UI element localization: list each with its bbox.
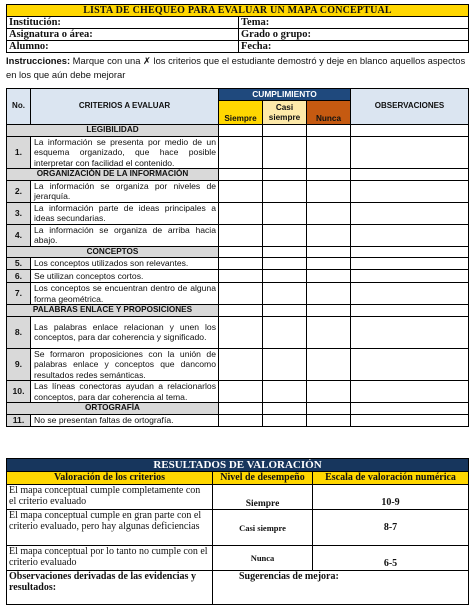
casi-siempre-cell[interactable] bbox=[263, 381, 307, 403]
tema-field[interactable]: Tema: bbox=[239, 17, 469, 29]
casi-siempre-cell[interactable] bbox=[263, 180, 307, 202]
observaciones-cell[interactable] bbox=[351, 258, 469, 270]
criterion-text: Las líneas conectoras ayudan a relacionarlos conceptos, para dar coherencia al tema. bbox=[31, 381, 219, 403]
siempre-cell[interactable] bbox=[219, 381, 263, 403]
alumno-field[interactable]: Alumno: bbox=[7, 41, 239, 53]
observaciones-cell[interactable] bbox=[351, 180, 469, 202]
results-level-3: Nunca bbox=[213, 546, 313, 571]
criterion-row bbox=[7, 224, 469, 246]
section-empty-cell bbox=[263, 169, 307, 181]
criterion-text: Los conceptos se encuentran dentro de alguna forma geométrica. bbox=[31, 283, 219, 305]
header-table bbox=[6, 4, 469, 53]
criterion-text: Los conceptos utilizados son relevantes. bbox=[31, 258, 219, 270]
nunca-cell[interactable] bbox=[307, 202, 351, 224]
nunca-cell[interactable] bbox=[307, 258, 351, 270]
col-cumplimiento-header: CUMPLIMIENTO bbox=[219, 89, 351, 101]
fecha-field[interactable]: Fecha: bbox=[239, 41, 469, 53]
criterion-text: La información se presenta por medio de un esquema organizado, que hace posible interpretar con facilidad el contenido. bbox=[31, 136, 219, 169]
section-empty-cell bbox=[351, 246, 469, 258]
section-row bbox=[7, 125, 469, 137]
criterion-text: La información se organiza de arriba hacia abajo. bbox=[31, 224, 219, 246]
nunca-cell[interactable] bbox=[307, 136, 351, 169]
nunca-cell[interactable] bbox=[307, 283, 351, 305]
section-empty-cell bbox=[263, 403, 307, 415]
criterion-number: 11. bbox=[7, 414, 31, 426]
siempre-cell[interactable] bbox=[219, 180, 263, 202]
section-title: CONCEPTOS bbox=[7, 246, 219, 258]
siempre-cell[interactable] bbox=[219, 316, 263, 348]
casi-siempre-cell[interactable] bbox=[263, 414, 307, 426]
casi-siempre-cell[interactable] bbox=[263, 258, 307, 270]
casi-siempre-cell[interactable] bbox=[263, 136, 307, 169]
criterion-number: 2. bbox=[7, 180, 31, 202]
results-table bbox=[6, 458, 469, 605]
criteria-table bbox=[6, 88, 469, 427]
grado-field[interactable]: Grado o grupo: bbox=[239, 29, 469, 41]
institucion-field[interactable]: Institución: bbox=[7, 17, 239, 29]
col-casi-siempre-header: Casi siempre bbox=[263, 101, 307, 125]
asignatura-field[interactable]: Asignatura o área: bbox=[7, 29, 239, 41]
section-empty-cell bbox=[219, 305, 263, 317]
casi-siempre-cell[interactable] bbox=[263, 270, 307, 283]
siempre-cell[interactable] bbox=[219, 348, 263, 381]
results-desc-2: El mapa conceptual cumple en gran parte con el criterio evaluado, pero hay algunas deficiencias bbox=[7, 510, 213, 546]
results-level-2: Casi siempre bbox=[213, 510, 313, 546]
col-escala-header: Escala de valoración numérica bbox=[313, 472, 469, 485]
criterion-row bbox=[7, 414, 469, 426]
observaciones-box[interactable]: Observaciones derivadas de las evidencias y resultados: bbox=[7, 571, 213, 605]
section-row bbox=[7, 305, 469, 317]
col-nunca-header: Nunca bbox=[307, 101, 351, 125]
criterion-number: 1. bbox=[7, 136, 31, 169]
criterion-number: 10. bbox=[7, 381, 31, 403]
section-empty-cell bbox=[307, 125, 351, 137]
observaciones-cell[interactable] bbox=[351, 316, 469, 348]
observaciones-cell[interactable] bbox=[351, 136, 469, 169]
casi-siempre-cell[interactable] bbox=[263, 224, 307, 246]
casi-siempre-cell[interactable] bbox=[263, 283, 307, 305]
col-criterios-header: CRITERIOS A EVALUAR bbox=[31, 89, 219, 125]
criterion-row bbox=[7, 180, 469, 202]
criterion-row bbox=[7, 283, 469, 305]
observaciones-cell[interactable] bbox=[351, 414, 469, 426]
col-no-header: No. bbox=[7, 89, 31, 125]
section-empty-cell bbox=[263, 246, 307, 258]
criterion-row bbox=[7, 136, 469, 169]
section-title: ORGANIZACIÓN DE LA INFORMACIÓN bbox=[7, 169, 219, 181]
observaciones-cell[interactable] bbox=[351, 270, 469, 283]
criterion-text: No se presentan faltas de ortografía. bbox=[31, 414, 219, 426]
section-empty-cell bbox=[263, 125, 307, 137]
casi-siempre-cell[interactable] bbox=[263, 316, 307, 348]
criterion-row bbox=[7, 258, 469, 270]
criterion-text: La información parte de ideas principales a ideas secundarias. bbox=[31, 202, 219, 224]
instructions-text-after: los criterios que el estudiante demostró y deje en blanco aquellos aspectos en los que aún debe mejorar bbox=[6, 55, 466, 80]
results-title: RESULTADOS DE VALORACIÓN bbox=[7, 459, 469, 472]
casi-siempre-cell[interactable] bbox=[263, 202, 307, 224]
siempre-cell[interactable] bbox=[219, 258, 263, 270]
criterion-text: La información se organiza por niveles de jerarquía. bbox=[31, 180, 219, 202]
instructions-label: Instrucciones: bbox=[6, 55, 71, 66]
criterion-text: Las palabras enlace relacionan y unen los conceptos, para dar coherencia y significado. bbox=[31, 316, 219, 348]
section-row bbox=[7, 246, 469, 258]
criterion-number: 5. bbox=[7, 258, 31, 270]
col-observaciones-header: OBSERVACIONES bbox=[351, 89, 469, 125]
section-empty-cell bbox=[219, 403, 263, 415]
results-desc-1: El mapa conceptual cumple completamente con el criterio evaluado bbox=[7, 485, 213, 510]
results-scale-1: 10-9 bbox=[313, 485, 469, 510]
section-empty-cell bbox=[351, 305, 469, 317]
criterion-row bbox=[7, 381, 469, 403]
criterion-text: Se formaron proposiciones con la unión de palabras enlace y conceptos que dancomo resultados redes semánticas. bbox=[31, 348, 219, 381]
criterion-number: 6. bbox=[7, 270, 31, 283]
observaciones-cell[interactable] bbox=[351, 202, 469, 224]
section-empty-cell bbox=[351, 125, 469, 137]
nunca-cell[interactable] bbox=[307, 180, 351, 202]
section-empty-cell bbox=[219, 246, 263, 258]
section-title: LEGIBILIDAD bbox=[7, 125, 219, 137]
criterion-row bbox=[7, 348, 469, 381]
criterion-number: 8. bbox=[7, 316, 31, 348]
section-empty-cell bbox=[219, 169, 263, 181]
criterion-row bbox=[7, 316, 469, 348]
criterion-text: Se utilizan conceptos cortos. bbox=[31, 270, 219, 283]
observaciones-cell[interactable] bbox=[351, 224, 469, 246]
nunca-cell[interactable] bbox=[307, 381, 351, 403]
observaciones-cell[interactable] bbox=[351, 348, 469, 381]
nunca-cell[interactable] bbox=[307, 270, 351, 283]
nunca-cell[interactable] bbox=[307, 224, 351, 246]
section-title: ORTOGRAFÍA bbox=[7, 403, 219, 415]
results-level-1: Siempre bbox=[213, 485, 313, 510]
criterion-number: 9. bbox=[7, 348, 31, 381]
criterion-row bbox=[7, 270, 469, 283]
siempre-cell[interactable] bbox=[219, 270, 263, 283]
nunca-cell[interactable] bbox=[307, 414, 351, 426]
section-empty-cell bbox=[219, 125, 263, 137]
cross-mark-icon: ✗ bbox=[143, 56, 151, 67]
siempre-cell[interactable] bbox=[219, 136, 263, 169]
results-scale-3: 6-5 bbox=[313, 546, 469, 571]
col-valoracion-header: Valoración de los criterios bbox=[7, 472, 213, 485]
section-empty-cell bbox=[307, 246, 351, 258]
nunca-cell[interactable] bbox=[307, 348, 351, 381]
instructions-text-before: Marque con una bbox=[70, 55, 144, 66]
section-row bbox=[7, 403, 469, 415]
section-empty-cell bbox=[351, 169, 469, 181]
criterion-number: 7. bbox=[7, 283, 31, 305]
section-empty-cell bbox=[307, 169, 351, 181]
document-title: LISTA DE CHEQUEO PARA EVALUAR UN MAPA CONCEPTUAL bbox=[7, 5, 469, 17]
criterion-number: 3. bbox=[7, 202, 31, 224]
section-empty-cell bbox=[351, 403, 469, 415]
siempre-cell[interactable] bbox=[219, 414, 263, 426]
section-empty-cell bbox=[307, 305, 351, 317]
casi-siempre-cell[interactable] bbox=[263, 348, 307, 381]
results-scale-2: 8-7 bbox=[313, 510, 469, 546]
section-empty-cell bbox=[307, 403, 351, 415]
results-desc-3: El mapa conceptual por lo tanto no cumple con el criterio evaluado bbox=[7, 546, 213, 571]
criterion-row bbox=[7, 202, 469, 224]
criterion-number: 4. bbox=[7, 224, 31, 246]
siempre-cell[interactable] bbox=[219, 283, 263, 305]
observaciones-cell[interactable] bbox=[351, 283, 469, 305]
nunca-cell[interactable] bbox=[307, 316, 351, 348]
sugerencias-box[interactable]: Sugerencias de mejora: bbox=[213, 571, 469, 605]
section-title: PALABRAS ENLACE Y PROPOSICIONES bbox=[7, 305, 219, 317]
observaciones-cell[interactable] bbox=[351, 381, 469, 403]
instructions bbox=[6, 55, 468, 81]
section-row bbox=[7, 169, 469, 181]
siempre-cell[interactable] bbox=[219, 224, 263, 246]
col-nivel-header: Nivel de desempeño bbox=[213, 472, 313, 485]
col-siempre-header: Siempre bbox=[219, 101, 263, 125]
siempre-cell[interactable] bbox=[219, 202, 263, 224]
section-empty-cell bbox=[263, 305, 307, 317]
